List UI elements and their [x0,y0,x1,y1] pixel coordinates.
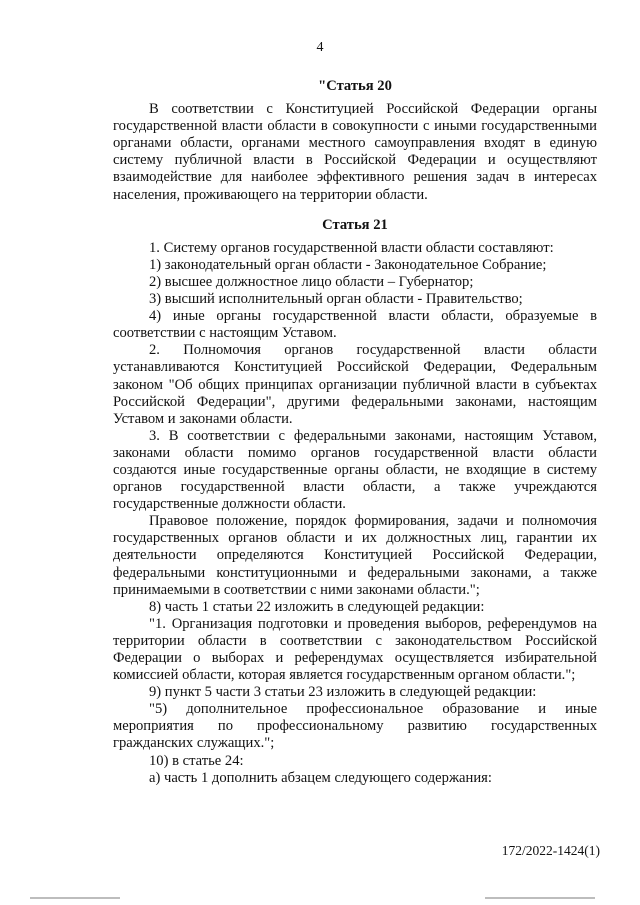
amendment-8: 8) часть 1 статьи 22 изложить в следующей редакции: [149,598,485,615]
article-21-heading: Статья 21 [322,216,388,233]
page-number: 4 [316,40,324,55]
amendment-9-text: "5) дополнительное профессиональное образование и иные мероприятия по профессиональному развитию государственных гражданских служащих."; [113,701,597,752]
article-21-part-3: 3. В соответствии с федеральными законами, настоящим Уставом, законами области помимо органов государственной власти области создаются иные государственные органы области, не входящие в систему органов государственной власти области, а также учреждаются государственные должности области. [113,427,597,513]
article-20-paragraph: В соответствии с Конституцией Российской Федерации органы государственной власти области в совокупности с иными государственными органами области, органами местного самоуправления входят в единую систему публичной власти в Российской Федерации и осуществляют взаимодействие для наиболее эффективного решения задач в интересах населения, проживающего на территории области. [113,101,597,203]
article-21-legal-status: Правовое положение, порядок формирования, задачи и полномочия государственных органов области и их должностных лиц, гарантии их деятельности определяются Конституцией Российской Федерации, федеральными конституционными и федеральными законами, а также принимаемыми в соответствии с ними законами области."; [113,513,597,598]
article-21-part-2: 2. Полномочия органов государственной власти области устанавливаются Конституцией Российской Федерации, Федеральным законом "Об общих принципах организации публичной власти в субъектах Российской Федерации", другими федеральными законами, настоящим Уставом и законами области. [113,342,597,427]
amendment-8-text: "1. Организация подготовки и проведения выборов, референдумов на территории области в соответствии с законодательством Российской Федерации о выборах и референдумах осуществляется избирательной комиссией области, которая является государственным органом области."; [113,615,597,684]
scan-artifact-right [485,897,595,899]
article-21-intro: 1. Систему органов государственной власти области составляют: [149,239,554,256]
article-21-item-3: 3) высший исполнительный орган области - Правительство; [149,291,523,308]
scan-artifact-left [30,897,120,899]
amendment-10: 10) в статье 24: [149,752,244,769]
document-body [113,78,597,787]
article-21-item-1: 1) законодательный орган области - Законодательное Собрание; [149,256,547,273]
article-20-heading: "Статья 20 [318,78,392,94]
amendment-9: 9) пункт 5 части 3 статьи 23 изложить в следующей редакции: [149,684,537,701]
article-21-item-2: 2) высшее должностное лицо области – Губернатор; [149,273,474,290]
article-21-item-4: 4) иные органы государственной власти области, образуемые в соответствии с настоящим Уставом. [113,308,597,342]
amendment-10-a: а) часть 1 дополнить абзацем следующего содержания: [149,769,492,786]
document-code: 172/2022-1424(1) [501,843,600,858]
